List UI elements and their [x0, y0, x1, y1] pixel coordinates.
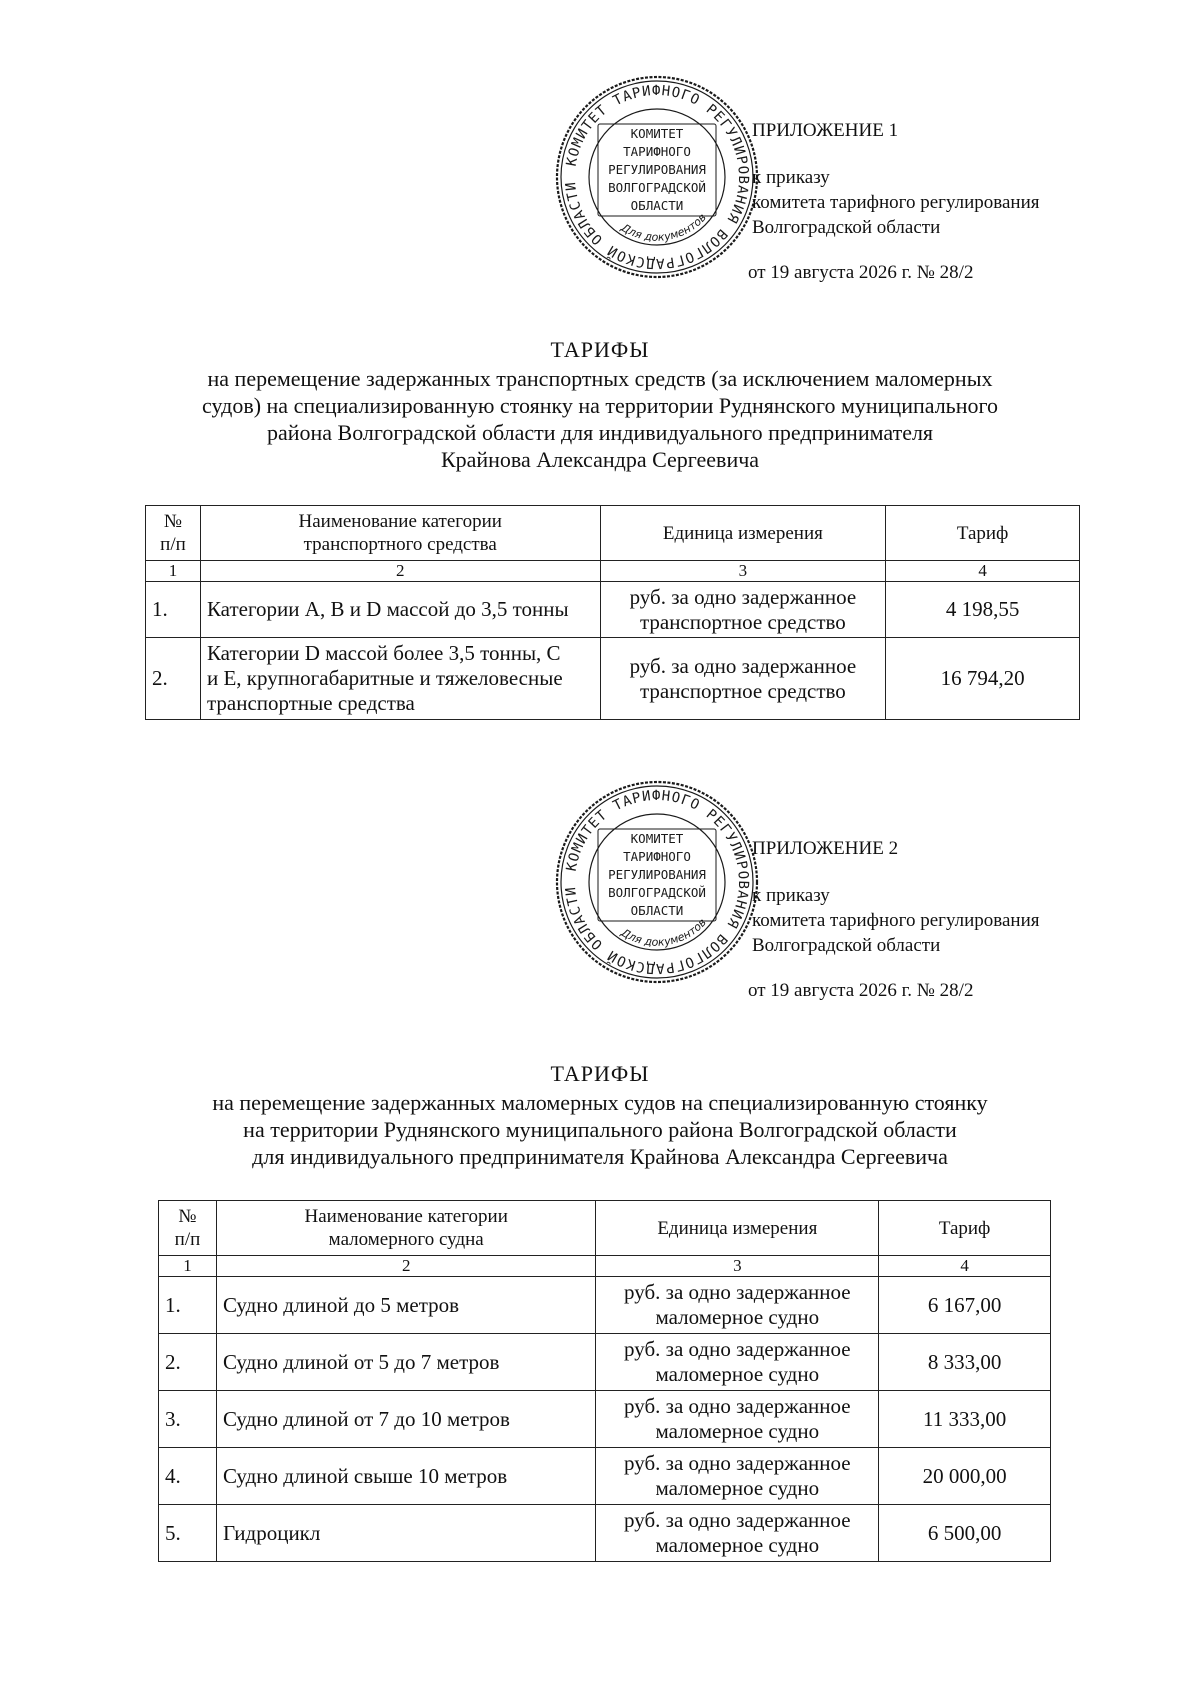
row-num: 3.: [159, 1391, 217, 1448]
section-1-subtitle-line: Крайнова Александра Сергеевича: [440, 447, 760, 472]
tariff-table-2: [158, 1200, 1051, 1562]
index-cell: 2: [200, 561, 600, 582]
row-unit: руб. за одно задержанное маломерное судно: [596, 1391, 879, 1448]
row-tariff: 16 794,20: [886, 638, 1080, 720]
svg-text:КОМИТЕТ ТАРИФНОГО РЕГУЛИРОВАНИ: КОМИТЕТ ТАРИФНОГО РЕГУЛИРОВАНИЯ ВОЛГОГРАДСКОЙ ОБЛАСТИ: [563, 787, 752, 977]
svg-text:РЕГУЛИРОВАНИЯ: РЕГУЛИРОВАНИЯ: [608, 162, 706, 177]
table-row: [159, 1277, 1051, 1334]
section-2-heading: ТАРИФЫ: [550, 1061, 650, 1086]
appendix-2-date: от 19 августа 2026 г. № 28/2: [748, 980, 974, 1001]
row-name: Судно длиной свыше 10 метров: [216, 1448, 596, 1505]
tariff-table-1: [145, 505, 1080, 720]
appendix-1-line-1: к приказу: [752, 167, 830, 188]
index-cell: 1: [146, 561, 201, 582]
svg-text:ТАРИФНОГО: ТАРИФНОГО: [623, 144, 691, 159]
row-unit: руб. за одно задержанное маломерное судно: [596, 1277, 879, 1334]
appendix-2-line-3: Волгоградской области: [752, 935, 941, 956]
header-unit: Единица измерения: [596, 1201, 879, 1256]
row-name: Судно длиной до 5 метров: [216, 1277, 596, 1334]
svg-text:КОМИТЕТ: КОМИТЕТ: [630, 126, 684, 141]
svg-text:Для документов: Для документов: [618, 210, 709, 244]
table-header-row: [146, 506, 1080, 561]
index-cell: 4: [886, 561, 1080, 582]
table-row: [146, 638, 1080, 720]
row-name: Гидроцикл: [216, 1505, 596, 1562]
index-cell: 1: [159, 1256, 217, 1277]
header-tariff: Тариф: [886, 506, 1080, 561]
table-index-row: [146, 561, 1080, 582]
header-num: № п/п: [146, 506, 201, 561]
section-2-subtitle-line: на территории Руднянского муниципального района Волгоградской области: [243, 1117, 957, 1142]
table-row: [159, 1391, 1051, 1448]
index-cell: 3: [596, 1256, 879, 1277]
row-unit: руб. за одно задержанное транспортное средство: [600, 582, 886, 638]
svg-text:ОБЛАСТИ: ОБЛАСТИ: [630, 903, 684, 918]
section-1-subtitle-line: судов) на специализированную стоянку на территории Руднянского муниципального: [202, 393, 998, 418]
section-2-subtitle-line: для индивидуального предпринимателя Крайнова Александра Сергеевича: [252, 1144, 948, 1169]
row-num: 1.: [146, 582, 201, 638]
header-tariff: Тариф: [879, 1201, 1051, 1256]
svg-text:КОМИТЕТ ТАРИФНОГО РЕГУЛИРОВАНИ: КОМИТЕТ ТАРИФНОГО РЕГУЛИРОВАНИЯ ВОЛГОГРАДСКОЙ ОБЛАСТИ: [563, 82, 752, 272]
appendix-1-header: [748, 118, 1040, 285]
header-unit: Единица измерения: [600, 506, 886, 561]
svg-text:Для документов: Для документов: [618, 915, 709, 949]
official-seal-1: [552, 72, 762, 282]
table-index-row: [159, 1256, 1051, 1277]
row-unit: руб. за одно задержанное маломерное судно: [596, 1505, 879, 1562]
appendix-1-title: ПРИЛОЖЕНИЕ 1: [752, 120, 899, 141]
section-2-title: [140, 1060, 1060, 1170]
svg-text:ВОЛГОГРАДСКОЙ: ВОЛГОГРАДСКОЙ: [608, 180, 706, 195]
svg-text:ОБЛАСТИ: ОБЛАСТИ: [630, 198, 684, 213]
appendix-1-line-3: Волгоградской области: [752, 217, 941, 238]
table-header-row: [159, 1201, 1051, 1256]
svg-text:ВОЛГОГРАДСКОЙ: ВОЛГОГРАДСКОЙ: [608, 885, 706, 900]
svg-text:РЕГУЛИРОВАНИЯ: РЕГУЛИРОВАНИЯ: [608, 867, 706, 882]
row-tariff: 11 333,00: [879, 1391, 1051, 1448]
row-tariff: 6 500,00: [879, 1505, 1051, 1562]
appendix-2-header: [748, 836, 1040, 1003]
row-name: Судно длиной от 5 до 7 метров: [216, 1334, 596, 1391]
header-name: Наименование категории транспортного средства: [200, 506, 600, 561]
appendix-1-line-2: комитета тарифного регулирования: [752, 192, 1040, 213]
appendix-2-line-1: к приказу: [752, 885, 830, 906]
row-num: 2.: [159, 1334, 217, 1391]
row-num: 2.: [146, 638, 201, 720]
seal-graphic: [552, 777, 762, 987]
row-name: Категории A, B и D массой до 3,5 тонны: [200, 582, 600, 638]
appendix-2-title: ПРИЛОЖЕНИЕ 2: [752, 838, 899, 859]
row-tariff: 4 198,55: [886, 582, 1080, 638]
row-unit: руб. за одно задержанное маломерное судно: [596, 1334, 879, 1391]
table-row: [146, 582, 1080, 638]
row-num: 4.: [159, 1448, 217, 1505]
table-row: [159, 1334, 1051, 1391]
index-cell: 4: [879, 1256, 1051, 1277]
section-1-heading: ТАРИФЫ: [550, 337, 650, 362]
svg-text:КОМИТЕТ: КОМИТЕТ: [630, 831, 684, 846]
row-unit: руб. за одно задержанное маломерное судно: [596, 1448, 879, 1505]
header-name: Наименование категории маломерного судна: [216, 1201, 596, 1256]
row-num: 5.: [159, 1505, 217, 1562]
header-num: № п/п: [159, 1201, 217, 1256]
row-tariff: 20 000,00: [879, 1448, 1051, 1505]
section-1-subtitle-line: района Волгоградской области для индивидуального предпринимателя: [266, 420, 934, 445]
appendix-1-date: от 19 августа 2026 г. № 28/2: [748, 262, 974, 283]
row-unit: руб. за одно задержанное транспортное средство: [600, 638, 886, 720]
row-name: Категории D массой более 3,5 тонны, C и E, крупногабаритные и тяжеловесные транспортные средства: [200, 638, 600, 720]
row-num: 1.: [159, 1277, 217, 1334]
section-1-title: [140, 336, 1060, 473]
row-tariff: 8 333,00: [879, 1334, 1051, 1391]
section-1-subtitle-line: на перемещение задержанных транспортных средств (за исключением маломерных: [207, 366, 993, 391]
svg-text:ТАРИФНОГО: ТАРИФНОГО: [623, 849, 691, 864]
row-name: Судно длиной от 7 до 10 метров: [216, 1391, 596, 1448]
appendix-2-line-2: комитета тарифного регулирования: [752, 910, 1040, 931]
section-2-subtitle-line: на перемещение задержанных маломерных судов на специализированную стоянку: [212, 1090, 988, 1115]
index-cell: 3: [600, 561, 886, 582]
seal-graphic: [552, 72, 762, 282]
table-row: [159, 1505, 1051, 1562]
table-row: [159, 1448, 1051, 1505]
official-seal-2: [552, 777, 762, 987]
index-cell: 2: [216, 1256, 596, 1277]
row-tariff: 6 167,00: [879, 1277, 1051, 1334]
